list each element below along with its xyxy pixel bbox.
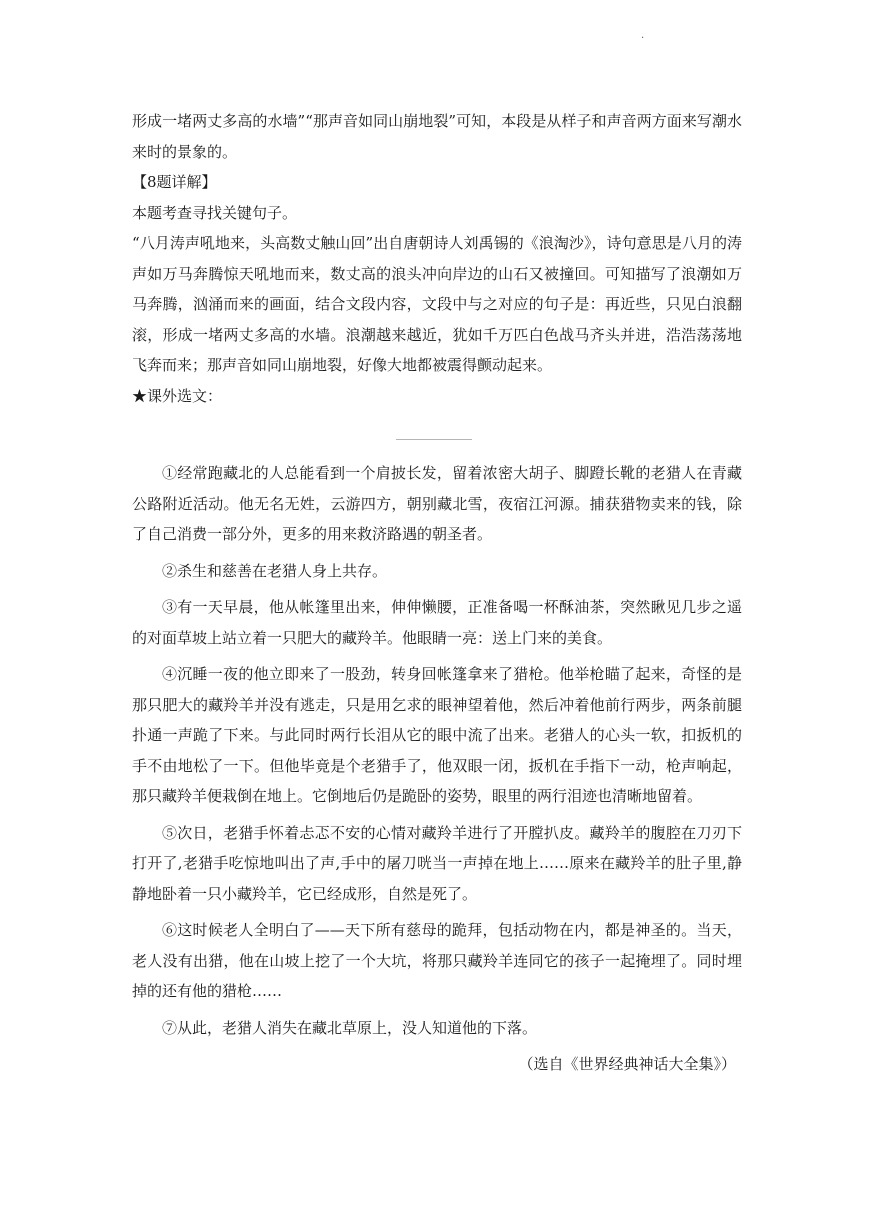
analysis-paragraph-3: “八月涛声吼地来，头高数丈触山回”出自唐朝诗人刘禹锡的《浪淘沙》，诗句意思是八月的涛声如万马奔腾惊天吼地而来，数丈高的浪头冲向岸边的山石又被撞回。可知描写了浪潮如万马奔腾，汹涌而来的画面，结合文段内容，文段中与之对应的句子是：再近些，只见白浪翻滚，形成一堵两丈多高的水墙。浪潮越来越近，犹如千万匹白色战马齐头并进，浩浩荡荡地飞奔而来；那声音如同山崩地裂，好像大地都被震得颤动起来。: [132, 234, 742, 374]
article-paragraph: ③有一天早晨，他从帐篷里出来，伸伸懒腰，正准备喝一杯酥油茶，突然瞅见几步之遥的对面草坡上站立着一只肥大的藏羚羊。他眼睛一亮：送上门来的美食。: [132, 598, 742, 647]
article-paragraph: ①经常跑藏北的人总能看到一个肩披长发，留着浓密大胡子、脚蹬长靴的老猎人在青藏公路附近活动。他无名无姓，云游四方，朝别藏北雪，夜宿江河源。捕获猎物卖来的钱，除了自己消费一部分外，更多的用来救济路遇的朝圣者。: [132, 464, 742, 543]
article-paragraph: ⑦从此，老猎人消失在藏北草原上，没人知道他的下落。: [162, 1018, 538, 1037]
question-heading: 【8题详解】: [132, 173, 217, 191]
section-divider: [396, 439, 472, 440]
article-paragraph: ⑤次日，老猎手怀着忐忑不安的心情对藏羚羊进行了开膛扒皮。藏羚羊的腹腔在刀刃下打开了,老猎手吃惊地叫出了声,手中的屠刀咣当一声掉在地上……原来在藏羚羊的肚子里,静静地卧着一只小藏羚羊，它已经成形，自然是死了。: [132, 823, 742, 903]
analysis-paragraph-2: 本题考查寻找关键句子。: [132, 203, 298, 222]
header-dot: .: [641, 30, 645, 41]
analysis-paragraph-1: 形成一堵两丈多高的水墙”“那声音如同山崩地裂”可知，本段是从样子和声音两方面来写潮水来时的景象的。: [132, 112, 742, 161]
page-content: [132, 106, 742, 1080]
article-paragraph: ②杀生和慈善在老猎人身上共存。: [162, 561, 388, 580]
extra-reading-label: ★课外选文：: [132, 386, 223, 405]
article-paragraph: ⑥这时候老人全明白了——天下所有慈母的跪拜，包括动物在内，都是神圣的。当天，老人没有出猎，他在山坡上挖了一个大坑，将那只藏羚羊连同它的孩子一起掩埋了。同时埋掉的还有他的猎枪……: [132, 921, 742, 1000]
article-source: （选自《世界经典神话大全集》）: [518, 1055, 736, 1073]
article-paragraph: ④沉睡一夜的他立即来了一股劲，转身回帐篷拿来了猎枪。他举枪瞄了起来，奇怪的是那只肥大的藏羚羊并没有逃走，只是用乞求的眼神望着他，然后冲着他前行两步，两条前腿扑通一声跪了下来。与此同时两行长泪从它的眼中流了出来。老猎人的心头一软，扣扳机的手不由地松了一下。但他毕竟是个老猎手了，他双眼一闭，扳机在手指下一动，枪声响起，那只藏羚羊便栽倒在地上。它倒地后仍是跪卧的姿势，眼里的两行泪迹也清晰地留着。: [132, 665, 742, 805]
